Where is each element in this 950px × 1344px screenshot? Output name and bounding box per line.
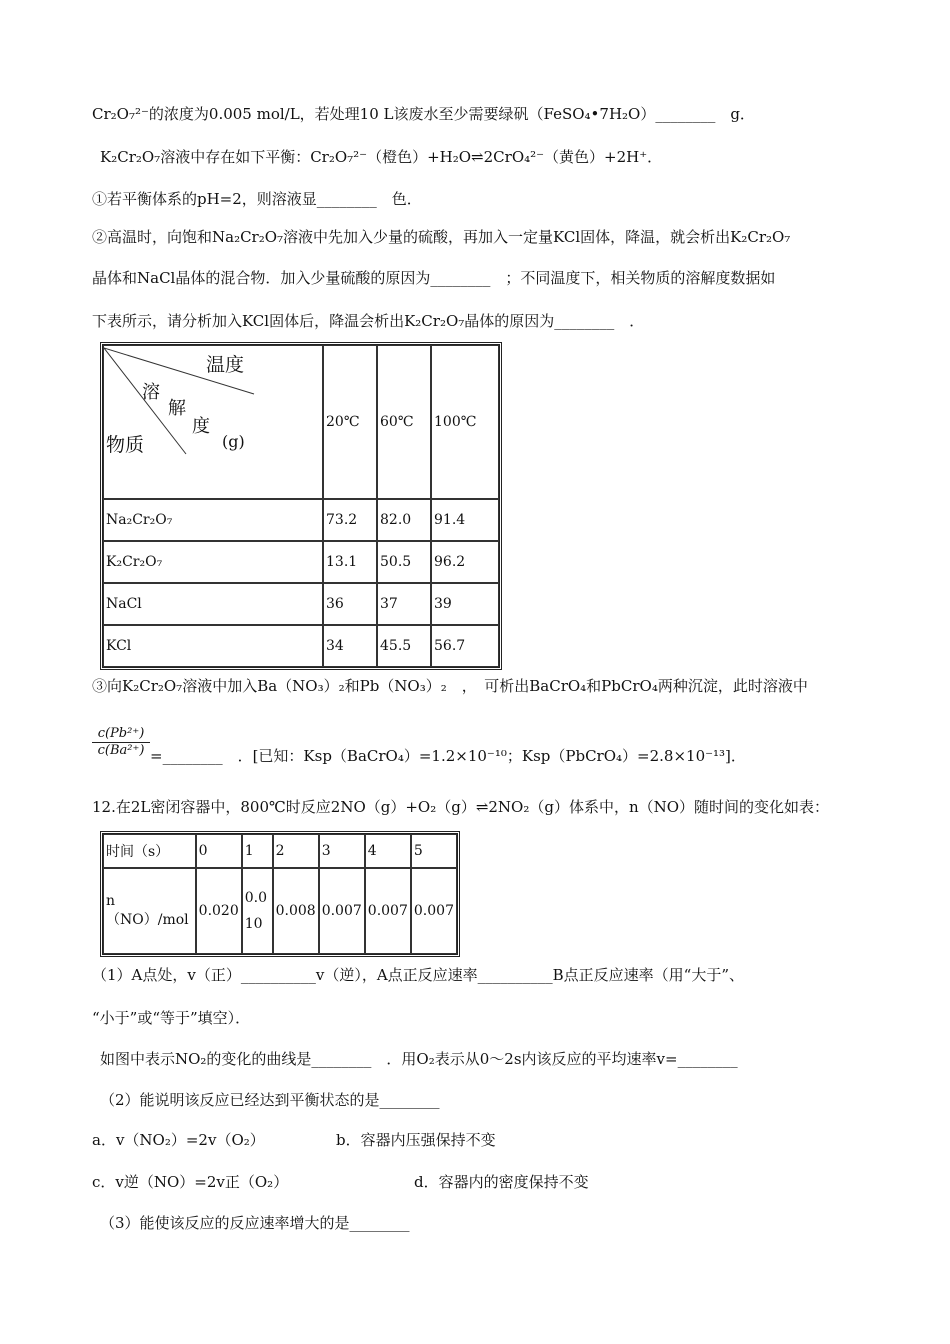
temp-header: 100℃ <box>431 345 499 499</box>
substance-cell: K₂Cr₂O₇ <box>103 541 323 583</box>
text-line: （1）A点处，v（正）__________v（逆），A点正反应速率__________B点正反应速率（用“大于”、 <box>92 966 745 984</box>
fraction-denominator: c(Ba²⁺) <box>97 743 145 758</box>
time-cell: 2 <box>273 834 319 868</box>
table-row <box>103 834 457 868</box>
header-sol: 溶 <box>142 382 160 403</box>
value-cell: 82.0 <box>377 499 431 541</box>
text-line: ③向K₂Cr₂O₇溶液中加入Ba（NO₃）₂和Pb（NO₃）₂ ， 可析出BaCrO₄和PbCrO₄两种沉淀，此时溶液中 <box>92 677 808 695</box>
text-line: K₂Cr₂O₇溶液中存在如下平衡：Cr₂O₇²⁻（橙色）+H₂O⇌2CrO₄²⁻（黄色）+2H⁺． <box>100 148 663 166</box>
text-line: =________ ．[已知：Ksp（BaCrO₄）=1.2×10⁻¹⁰；Ksp（PbCrO₄）=2.8×10⁻¹³]． <box>150 747 746 765</box>
time-cell: 1 <box>242 834 273 868</box>
solubility-table <box>100 342 502 670</box>
amount-cell: 0.020 <box>196 868 242 954</box>
value-cell: 36 <box>323 583 377 625</box>
temp-header: 60℃ <box>377 345 431 499</box>
amount-cell: 0.007 <box>319 868 365 954</box>
header-sol: 解 <box>168 398 186 419</box>
header-substance: 物质 <box>106 434 145 456</box>
text-line: 如图中表示NO₂的变化的曲线是________ ．用O₂表示从0～2s内该反应的平均速率v=________ <box>100 1050 738 1068</box>
text-line: ①若平衡体系的pH=2，则溶液显________ 色． <box>92 190 422 208</box>
amount-cell: 0.010 <box>242 868 273 954</box>
substance-cell: NaCl <box>103 583 323 625</box>
amount-cell: 0.007 <box>365 868 411 954</box>
text-line: （2）能说明该反应已经达到平衡状态的是________ <box>100 1091 440 1109</box>
value-cell: 96.2 <box>431 541 499 583</box>
table-row <box>103 583 499 625</box>
header-sol: 度 <box>192 416 210 437</box>
text-line: 12.在2L密闭容器中，800℃时反应2NO（g）+O₂（g）⇌2NO₂（g）体系中，n（NO）随时间的变化如表： <box>92 798 830 816</box>
option-b: b．容器内压强保持不变 <box>336 1131 496 1149</box>
substance-cell: KCl <box>103 625 323 667</box>
time-cell: 0 <box>196 834 242 868</box>
amount-cell: 0.008 <box>273 868 319 954</box>
text-line: ②高温时，向饱和Na₂Cr₂O₇溶液中先加入少量的硫酸，再加入一定量KCl固体，降温，就会析出K₂Cr₂O₇ <box>92 228 791 246</box>
text-line: 下表所示，请分析加入KCl固体后，降温会析出K₂Cr₂O₇晶体的原因为________ ． <box>92 312 645 330</box>
value-cell: 56.7 <box>431 625 499 667</box>
header-unit: (g) <box>222 432 245 451</box>
value-cell: 91.4 <box>431 499 499 541</box>
table-row <box>103 541 499 583</box>
table-row <box>103 868 457 954</box>
table-row <box>103 499 499 541</box>
time-cell: 5 <box>411 834 457 868</box>
value-cell: 13.1 <box>323 541 377 583</box>
time-cell: 4 <box>365 834 411 868</box>
time-table <box>100 831 460 957</box>
time-cell: 3 <box>319 834 365 868</box>
value-cell: 45.5 <box>377 625 431 667</box>
time-header: 时间（s） <box>103 834 196 868</box>
table-row <box>103 625 499 667</box>
substance-cell: Na₂Cr₂O₇ <box>103 499 323 541</box>
concentration-fraction <box>92 726 150 758</box>
temp-header: 20℃ <box>323 345 377 499</box>
value-cell: 73.2 <box>323 499 377 541</box>
option-d: d．容器内的密度保持不变 <box>414 1173 589 1191</box>
amount-header: n（NO）/mol <box>103 868 196 954</box>
text-line: （3）能使该反应的反应速率增大的是________ <box>100 1214 410 1232</box>
value-cell: 50.5 <box>377 541 431 583</box>
text-line: 晶体和NaCl晶体的混合物．加入少量硫酸的原因为________ ；不同温度下，相关物质的溶解度数据如 <box>92 269 776 287</box>
option-c: c．v逆（NO）=2v正（O₂） <box>92 1173 289 1191</box>
value-cell: 39 <box>431 583 499 625</box>
text-line: Cr₂O₇²⁻的浓度为0.005 mol/L，若处理10 L该废水至少需要绿矾（FeSO₄•7H₂O）________ g． <box>92 105 755 123</box>
text-line: “小于”或“等于”填空）． <box>92 1009 251 1027</box>
fraction-numerator: c(Pb²⁺) <box>92 726 150 743</box>
header-temp: 温度 <box>206 354 245 376</box>
amount-cell: 0.007 <box>411 868 457 954</box>
option-a: a．v（NO₂）=2v（O₂） <box>92 1131 265 1149</box>
value-cell: 34 <box>323 625 377 667</box>
diagonal-header-cell <box>103 345 323 499</box>
value-cell: 37 <box>377 583 431 625</box>
